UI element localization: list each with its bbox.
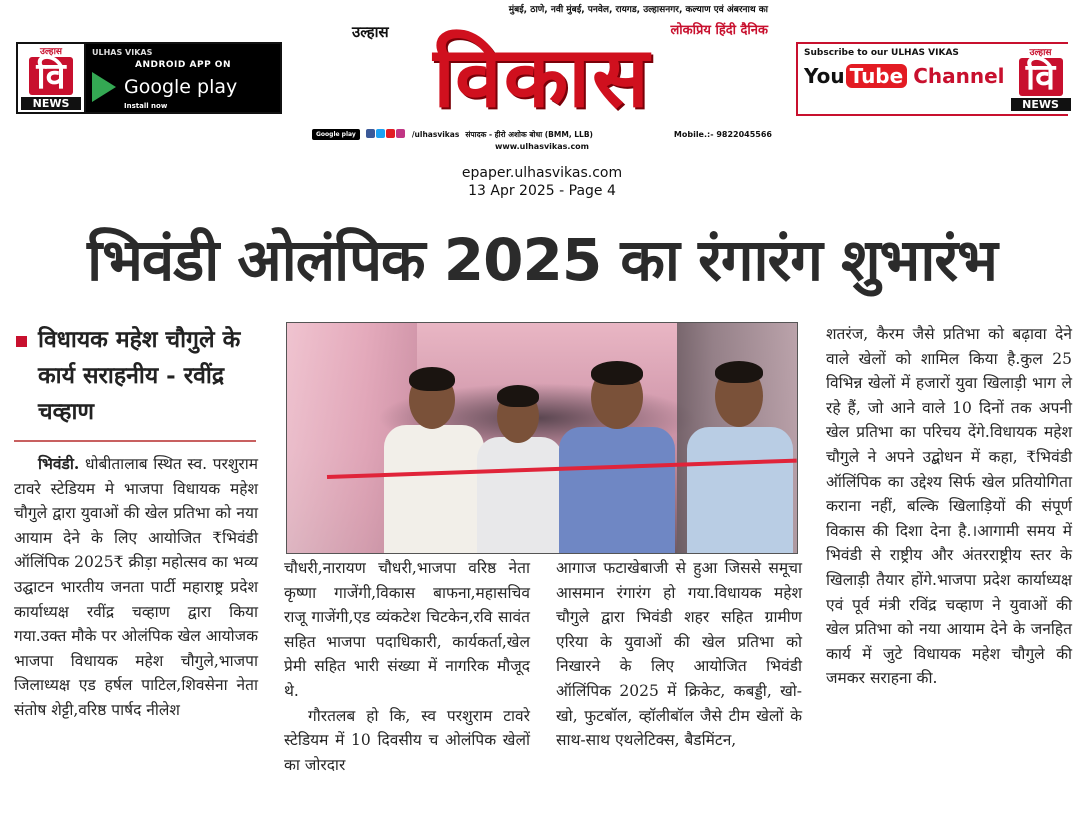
article-photo	[286, 322, 798, 554]
youtube-channel-word: Channel	[913, 64, 1005, 88]
mobile-number: Mobile.:- 9822045566	[673, 130, 772, 139]
column-1-text: धोबीतालाब स्थित स्व. परशुराम टावरे स्टेडियम मे भाजपा विधायक महेश चौगुले द्वारा युवाओं की खेल प्रतिभा को नया आयाम देने के लिए आयोजित ₹भिवंडी ऑलिंपिक 2025₹ क्रीड़ा महोत्सव का भव्य उद्घाटन भारतीय जनता पार्टी महाराष्ट्र प्रदेश कार्याध्यक्ष रवींद्र चव्हाण द्वारा किया गया.उक्त मौके पर ओलंपिक खेल आयोजक भाजपा विधायक महेश चौगुले,भाजपा जिलाध्यक्ष एड हर्षल पाटिल,शिवसेना नेता संतोष शेट्टी,वरिष्ठ पार्षद नीलेश	[14, 455, 258, 719]
instagram-icon[interactable]	[396, 129, 405, 138]
subscribe-text: Subscribe to our ULHAS VIKAS	[804, 48, 959, 58]
photo-person	[685, 351, 795, 554]
masthead-title: विकास	[433, 27, 651, 126]
masthead-prefix: उल्हास	[352, 23, 389, 41]
logo-letter: वि	[1019, 58, 1063, 96]
logo-news-label: NEWS	[1011, 98, 1071, 111]
column-3-text: आगाज फटाखेबाजी से हुआ जिससे समूचा आसमान रंगारंग हो गया.विधायक महेश चौगुले द्वारा भिवंडी शहर सहित ग्रामीण एरिया के युवाओं की खेल प्रतिभा को निखारने के लिए आयोजित भिवंडी ऑलिंपिक 2025 में क्रिकेट, कबड्डी, खो-खो, फुटबॉल, व्हॉलीबॉल जैसे टीम खेलों के साथ-साथ एथलेटिक्स, बैडमिंटन,	[556, 559, 802, 750]
google-play-mini-badge[interactable]: Google play	[312, 129, 360, 140]
article-column-2	[284, 556, 530, 777]
logo-letter: वि	[29, 57, 73, 95]
article-column-3	[556, 556, 802, 753]
install-now-text: Install now	[124, 102, 168, 110]
masthead-website[interactable]: www.ulhasvikas.com	[494, 142, 590, 151]
ulhas-vikas-news-logo-right	[1011, 44, 1071, 114]
article-headline: भिवंडी ओलंपिक 2025 का रंगारंग शुभारंभ	[87, 226, 997, 294]
article-column-4	[826, 322, 1072, 691]
masthead-cities: मुंबई, ठाणे, नवी मुंबई, पनवेल, रायगड, उल्हासनगर, कल्याण एवं अंबरनाथ का	[508, 5, 768, 15]
subheadline-divider	[14, 440, 256, 442]
logo-top-text: उल्हास	[1029, 47, 1052, 58]
article-column-1	[14, 452, 258, 723]
google-play-icon	[92, 72, 116, 102]
photo-person	[475, 373, 565, 554]
masthead	[308, 0, 776, 152]
store-name: Google play	[124, 76, 238, 98]
youtube-promo[interactable]	[796, 42, 1068, 116]
masthead-info-bar	[308, 126, 776, 143]
youtube-you: You	[804, 64, 845, 88]
google-play-badge[interactable]	[86, 44, 280, 112]
twitter-icon[interactable]	[376, 129, 385, 138]
logo-news-label: NEWS	[21, 97, 81, 110]
social-handle: /ulhasvikas	[411, 130, 460, 139]
edition-date-page: 13 Apr 2025 - Page 4	[468, 183, 616, 199]
article-dateline: भिवंडी.	[38, 454, 80, 473]
ulhas-vikas-news-logo	[18, 44, 86, 112]
photo-person	[555, 349, 679, 554]
editor-credit: संपादक - हीरो अशोक बोधा (BMM, LLB)	[465, 129, 593, 139]
article-subheadline: विधायक महेश चौगुले के कार्य सराहनीय - रवींद्र चव्हाण	[38, 326, 241, 425]
logo-top-text: उल्हास	[39, 46, 62, 57]
google-play-promo[interactable]	[16, 42, 282, 114]
facebook-icon[interactable]	[366, 129, 375, 138]
youtube-channel-logo	[804, 64, 1005, 88]
epaper-site[interactable]: epaper.ulhasvikas.com	[461, 165, 623, 181]
subheadline-bullet	[16, 336, 27, 347]
edition-info	[0, 164, 1084, 200]
column-2-paragraph-1: चौधरी,नारायण चौधरी,भाजपा वरिष्ठ नेता कृष्णा गाजेंगी,विकास बाफना,महासचिव राजू गाजेंगी,एड व्यंकटेश चिटकेन,रवि सावंत सहित भाजपा पदाधिकारी, कार्यकर्ता,खेल प्रेमी सहित भारी संख्या में नागरिक मौजूद थे.	[284, 559, 530, 700]
photo-person	[379, 353, 489, 554]
masthead-tagline: लोकप्रिय हिंदी दैनिक	[670, 23, 768, 38]
column-4-text: शतरंज, कैरम जैसे प्रतिभा को बढ़ावा देने वाले खेलों को शामिल किया है.कुल 25 विभिन्न खेलों में हजारों युवा खिलाड़ी भाग ले रहे हैं, जो आने वाले 10 दिनों तक अपनी खेल प्रतिभा का परिचय देंगे.विधायक महेश चौगुले ने अपने उद्बोधन में कहा, ₹भिवंडी ऑलिंपिक का उद्देश्य सिर्फ खेल प्रतियोगिता कराना नहीं, बल्कि खिलाड़ियों की संपूर्ण विकास की दिशा देना है.।आगामी समय में भिवंडी से राष्ट्रीय और अंतरराष्ट्रीय स्तर के खिलाड़ी तैयार होंगे.भाजपा प्रदेश कार्याध्यक्ष एवं पूर्व मंत्री रविंद्र चव्हाण ने युवाओं की खेल प्रतिभा को नया आयाम देने के जनहित कार्य में जुटे विधायक महेश चौगुले की जमकर सराहना की.	[826, 325, 1072, 688]
social-icons	[366, 129, 406, 140]
column-2-paragraph-2: गौरतलब हो कि, स्व परशुराम टावरे स्टेडियम में 10 दिवसीय च ओलंपिक खेलों का जोरदार	[284, 706, 530, 774]
promo-brand: ULHAS VIKAS	[92, 48, 153, 57]
android-app-text: ANDROID APP ON	[135, 60, 231, 70]
youtube-icon[interactable]	[386, 129, 395, 138]
youtube-tube: Tube	[846, 64, 908, 88]
